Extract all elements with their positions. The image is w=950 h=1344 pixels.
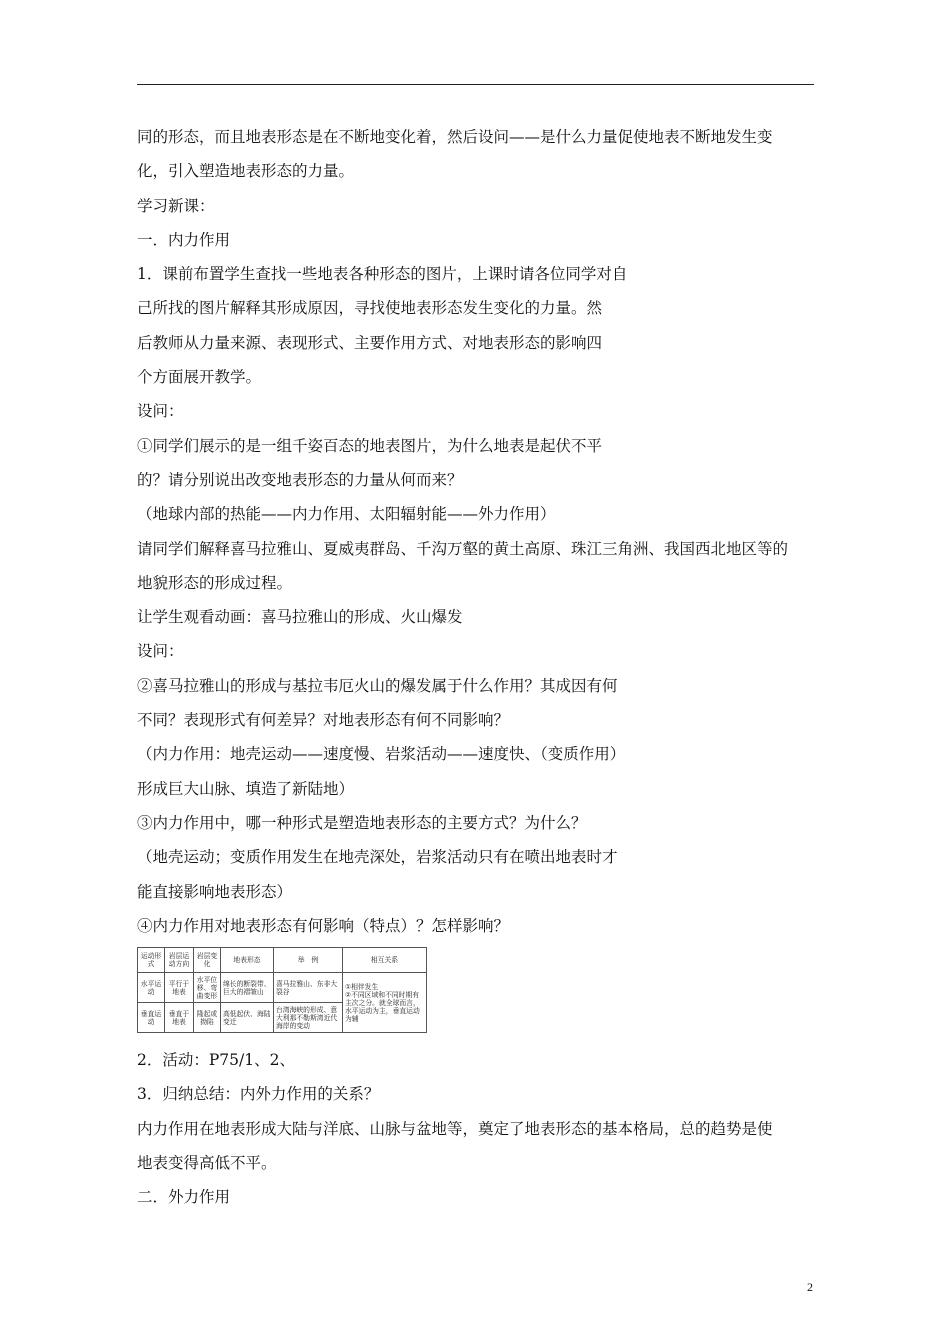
text-line: ①同学们展示的是一组千姿百态的地表图片，为什么地表是起伏不平: [137, 436, 603, 455]
header-rule: [137, 84, 814, 85]
table-cell: 水平运动: [138, 973, 165, 1003]
text-line: 内力作用在地表形成大陆与洋底、山脉与盆地等，奠定了地表形态的基本格局，总的趋势是使: [137, 1119, 773, 1138]
table-cell: 垂直于地表: [165, 1003, 194, 1033]
table-cell-relation: ①相伴发生 ②不同区域和不同时期有主次之分。就全球而言，水平运动为主，垂直运动为辅: [343, 973, 427, 1033]
text-line: ④内力作用对地表形态有何影响（特点）？怎样影响？: [137, 916, 510, 935]
table-cell: 高低起伏、海陆变迁: [221, 1003, 274, 1033]
section-heading: 二．外力作用: [137, 1188, 231, 1207]
page-body: [137, 120, 817, 1215]
table-header: 岩层运动方向: [165, 948, 194, 973]
question-label: 设问：: [137, 642, 184, 661]
table-cell: 喜马拉雅山、东非大裂谷: [274, 973, 343, 1003]
text-line: 请同学们解释喜马拉雅山、夏威夷群岛、千沟万壑的黄土高原、珠江三角洲、我国西北地区等的: [137, 539, 789, 558]
table-cell: 平行于地表: [165, 973, 194, 1003]
table-header: 地表形态: [221, 948, 274, 973]
text-line: 己所找的图片解释其形成原因，寻找使地表形态发生变化的力量。然: [137, 299, 603, 318]
table-header: 举 例: [274, 948, 343, 973]
answer-line: 形成巨大山脉、填造了新陆地）: [137, 779, 355, 798]
text-line: ③内力作用中，哪一种形式是塑造地表形态的主要方式？为什么？: [137, 813, 587, 832]
table-header: 相互关系: [343, 948, 427, 973]
text-line: 2．活动：P75/1、2、: [137, 1051, 295, 1070]
section-heading: 一．内力作用: [137, 230, 231, 249]
table-cell: 垂直运动: [138, 1003, 165, 1033]
answer-line: （地球内部的热能——内力作用、太阳辐射能——外力作用）: [137, 505, 556, 524]
question-label: 设问：: [137, 402, 184, 421]
table-header: 岩层变化: [194, 948, 221, 973]
text-line: 的？请分别说出改变地表形态的力量从何而来？: [137, 470, 463, 489]
crustal-movement-table: [137, 947, 427, 1033]
text-line: 同的形态，而且地表形态是在不断地变化着，然后设问——是什么力量促使地表不断地发生变: [137, 128, 773, 146]
table-row: [138, 973, 427, 1003]
text-line: 后教师从力量来源、表现形式、主要作用方式、对地表形态的影响四: [137, 333, 603, 352]
text-line: 化，引入塑造地表形态的力量。: [137, 162, 355, 181]
text-line: 3．归纳总结：内外力作用的关系？: [137, 1085, 380, 1104]
text-line: 地貌形态的形成过程。: [137, 573, 293, 592]
table-cell: 隆起或拗陷: [194, 1003, 221, 1033]
text-line: 1．课前布置学生查找一些地表各种形态的图片，上课时请各位同学对自: [137, 265, 628, 284]
crustal-movement-table-figure: [137, 947, 817, 1033]
text-line: 不同？表现形式有何差异？对地表形态有何不同影响？: [137, 711, 510, 730]
answer-line: 能直接影响地表形态）: [137, 882, 293, 901]
text-line: 个方面展开教学。: [137, 368, 262, 387]
text-block-bottom: [137, 1043, 817, 1214]
section-label: 学习新课：: [137, 196, 215, 215]
table-header-row: [138, 948, 427, 973]
table-cell: 绵长的断裂带、巨大的褶皱山: [221, 973, 274, 1003]
answer-line: （地壳运动；变质作用发生在地壳深处，岩浆活动只有在喷出地表时才: [137, 848, 618, 867]
text-line: 让学生观看动画：喜马拉雅山的形成、火山爆发: [137, 608, 463, 627]
table-cell: 水平位移、弯曲变形: [194, 973, 221, 1003]
answer-line: （内力作用：地壳运动——速度慢、岩浆活动——速度快、（变质作用）: [137, 745, 626, 764]
text-block-top: [137, 120, 817, 943]
text-line: ②喜马拉雅山的形成与基拉韦厄火山的爆发属于什么作用？其成因有何: [137, 676, 618, 695]
table-header: 运动形式: [138, 948, 165, 973]
table-cell: 台湾海峡的形成、意大利那不勒斯湾近代海岸的变动: [274, 1003, 343, 1033]
page-number: 2: [807, 1280, 813, 1294]
text-line: 地表变得高低不平。: [137, 1154, 277, 1173]
